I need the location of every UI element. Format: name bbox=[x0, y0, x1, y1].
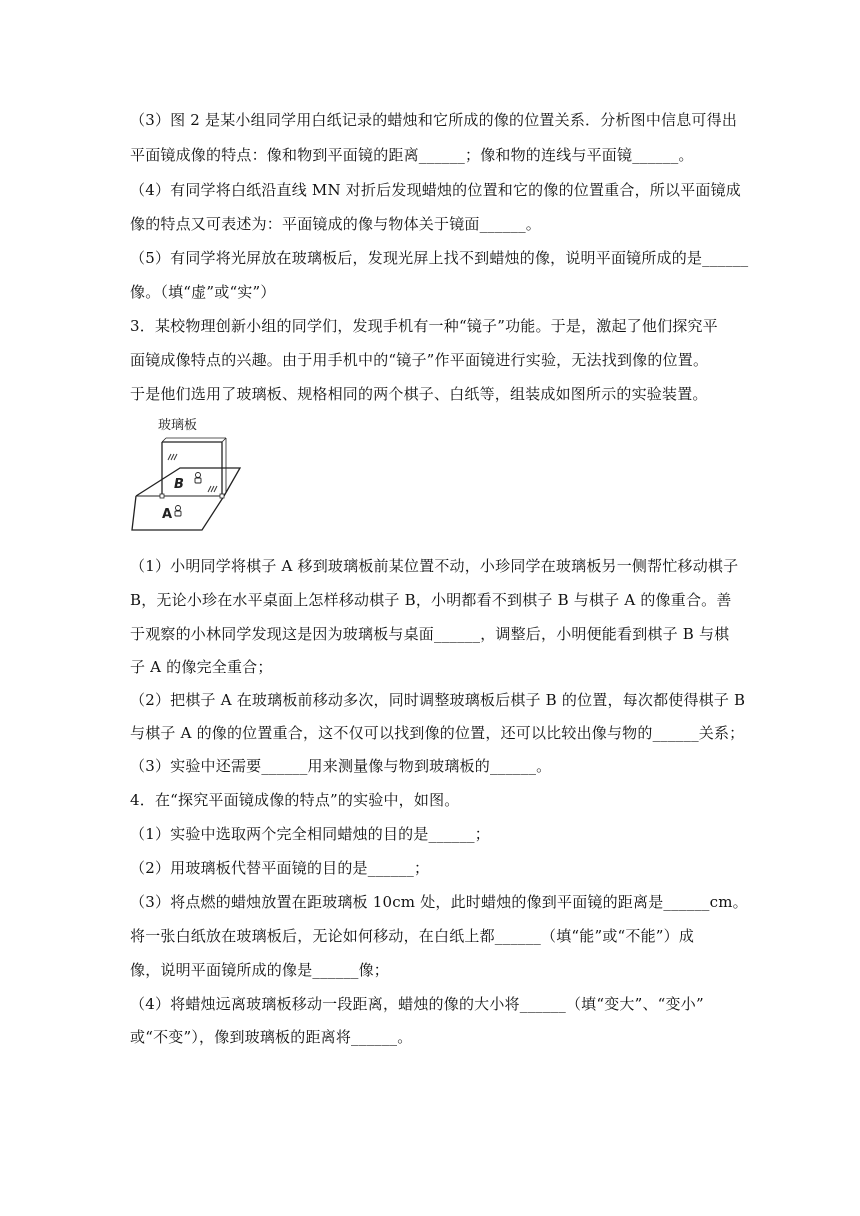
text-line-q4-4a: （4）将蜡烛远离玻璃板移动一段距离，蜡烛的像的大小将______（填“变大”、“变小” bbox=[130, 995, 704, 1013]
chess-piece-a bbox=[175, 506, 181, 517]
text-line-q3-2b: 与棋子 A 的像的位置重合，这不仅可以找到像的位置，还可以比较出像与物的______关系； bbox=[130, 724, 745, 742]
text-line-q3-intro-a: 3．某校物理创新小组的同学们，发现手机有一种“镜子”功能。于是，激起了他们探究平 bbox=[130, 317, 718, 335]
text-line-q3-intro-c: 于是他们选用了玻璃板、规格相同的两个棋子、白纸等，组装成如图所示的实验装置。 bbox=[130, 385, 708, 403]
text-line-q3-1c: 于观察的小林同学发现这是因为玻璃板与桌面______，调整后，小明便能看到棋子 B 与棋 bbox=[130, 625, 730, 643]
text-line-q3-3: （3）实验中还需要______用来测量像与物到玻璃板的______。 bbox=[130, 757, 552, 775]
text-line-q3-1a: （1）小明同学将棋子 A 移到玻璃板前某位置不动，小珍同学在玻璃板另一侧帮忙移动棋子 bbox=[130, 557, 739, 575]
text-line-q2-4b: 像的特点又可表述为：平面镜成的像与物体关于镜面______。 bbox=[130, 215, 542, 233]
text-line-q4-4b: 或“不变”），像到玻璃板的距离将______。 bbox=[130, 1028, 413, 1046]
text-line-q4-1: （1）实验中选取两个完全相同蜡烛的目的是______； bbox=[130, 825, 490, 843]
text-line-q4-intro: 4．在“探究平面镜成像的特点”的实验中，如图。 bbox=[130, 791, 460, 809]
text-line-q4-3a: （3）将点燃的蜡烛放置在距玻璃板 10cm 处，此时蜡烛的像到平面镜的距离是______cm。 bbox=[130, 893, 748, 911]
figure-label-b: B bbox=[174, 477, 184, 492]
text-line-q3-1d: 子 A 的像完全重合； bbox=[130, 658, 273, 676]
text-line-q2-4a: （4）有同学将白纸沿直线 MN 对折后发现蜡烛的位置和它的像的位置重合，所以平面镜成 bbox=[130, 181, 741, 199]
board-corner-right bbox=[220, 494, 224, 498]
text-line-q2-5a: （5）有同学将光屏放在玻璃板后，发现光屏上找不到蜡烛的像，说明平面镜所成的是______ bbox=[130, 249, 749, 267]
text-line-q4-2: （2）用玻璃板代替平面镜的目的是______； bbox=[130, 859, 430, 877]
text-line-q2-3a: （3）图 2 是某小组同学用白纸记录的蜡烛和它所成的像的位置关系．分析图中信息可得出 bbox=[130, 111, 738, 129]
chess-piece-b bbox=[195, 473, 201, 484]
board-corner-left bbox=[160, 494, 164, 498]
text-line-q2-3b: 平面镜成像的特点：像和物到平面镜的距离______；像和物的连线与平面镜______。 bbox=[130, 146, 694, 164]
text-line-q3-2a: （2）把棋子 A 在玻璃板前移动多次，同时调整玻璃板后棋子 B 的位置，每次都使得棋子 B bbox=[130, 691, 746, 709]
figure-label-a: A bbox=[162, 507, 173, 522]
text-line-q4-3c: 像，说明平面镜所成的像是______像； bbox=[130, 961, 390, 979]
paper-surface bbox=[132, 468, 240, 530]
text-line-q4-3b: 将一张白纸放在玻璃板后，无论如何移动，在白纸上都______（填“能”或“不能”）成 bbox=[130, 927, 695, 945]
text-line-q2-5b: 像。（填“虚”或“实”） bbox=[130, 283, 276, 301]
glass-board-figure bbox=[128, 412, 250, 534]
figure-label-glass-board: 玻璃板 bbox=[158, 418, 198, 433]
text-line-q3-intro-b: 面镜成像特点的兴趣。由于用手机中的“镜子”作平面镜进行实验，无法找到像的位置。 bbox=[130, 351, 709, 369]
text-line-q3-1b: B，无论小珍在水平桌面上怎样移动棋子 B，小明都看不到棋子 B 与棋子 A 的像重合。善 bbox=[130, 591, 732, 609]
